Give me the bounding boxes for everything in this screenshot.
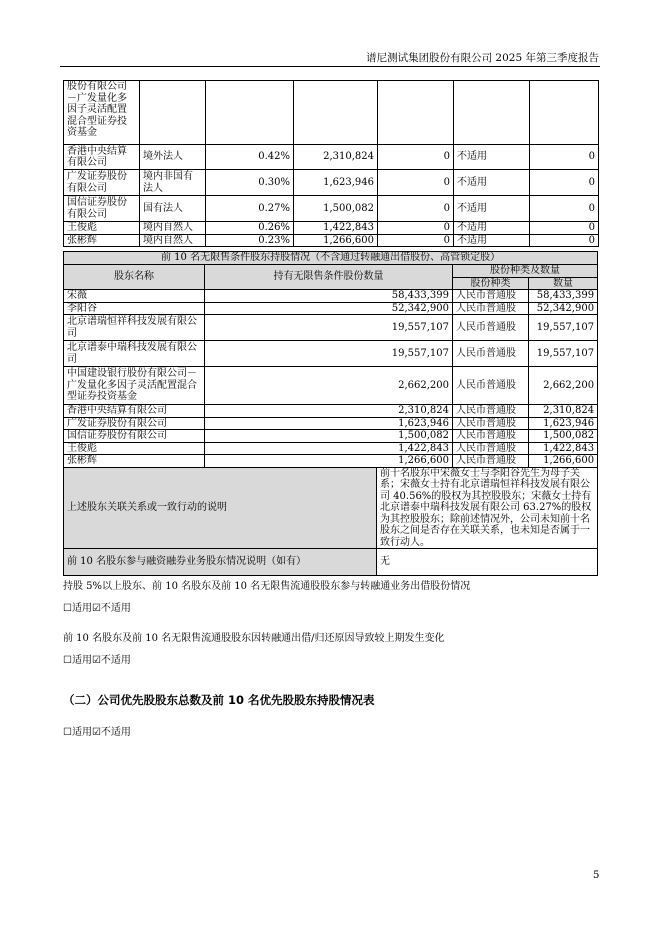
holder-shares: 1,500,082	[205, 430, 453, 443]
table-row	[64, 442, 598, 455]
table-row	[64, 405, 598, 418]
holder-shares: 2,310,824	[205, 405, 453, 418]
holder-shares: 1,422,843	[294, 222, 378, 235]
pledge-status: 不适用	[454, 222, 530, 235]
table-row	[64, 455, 598, 468]
share-type: 人民币普通股	[453, 290, 529, 303]
relation-text: 前十名股东中宋薇女士与李阳谷先生为母子关系；宋薇女士持有北京谱瑞恒祥科技发展有限公司 40.56%的股权为其控股股东；宋薇女士持有北京谱泰中瑞科技发展有限公司 63.27%的股权为其控股股东；除前述情况外，公司未知前十名股东之间是否存在关联关系，也未知是否属于一致行动人。	[377, 467, 598, 549]
share-type: 人民币普通股	[453, 341, 529, 367]
lending-paragraph: 持股 5%以上股东、前 10 名股东及前 10 名无限售流通股股东参与转融通业务出借股份情况	[63, 581, 471, 592]
holder-name: 张彬辉	[64, 455, 205, 468]
holder-name: 王俊彪	[64, 442, 205, 455]
pledge-status: 不适用	[454, 145, 530, 170]
holder-name: 香港中央结算有限公司	[64, 405, 205, 418]
share-type: 人民币普通股	[453, 442, 529, 455]
margin-label: 前 10 名股东参与融资融券业务股东情况说明（如有）	[64, 549, 377, 576]
table-row	[64, 145, 599, 170]
margin-text: 无	[377, 549, 598, 576]
holder-name: 宋薇	[64, 290, 205, 303]
pledge-qty: 0	[530, 145, 599, 170]
share-type: 人民币普通股	[453, 405, 529, 418]
change-applicability: ☐适用☑不适用	[63, 655, 131, 666]
relation-label: 上述股东关联关系或一致行动的说明	[64, 467, 377, 549]
section-title: 前 10 名无限售条件股东持股情况（不含通过转融通出借股份、高管锁定股）	[64, 252, 598, 265]
holder-name: 王俊彪	[64, 222, 140, 235]
share-type: 人民币普通股	[453, 302, 529, 315]
holder-shares: 1,623,946	[205, 417, 453, 430]
share-qty: 2,662,200	[529, 367, 598, 405]
table-row	[64, 417, 598, 430]
share-qty: 1,623,946	[529, 417, 598, 430]
table-row	[64, 430, 598, 443]
table-row	[64, 341, 598, 367]
holder-ratio: 0.42%	[206, 145, 294, 170]
pledge-status: 不适用	[454, 170, 530, 196]
holder-nature: 境内自然人	[140, 222, 206, 235]
table-row	[64, 234, 599, 247]
holder-shares: 19,557,107	[205, 341, 453, 367]
holder-name: 股份有限公司－广发量化多因子灵活配置混合型证券投资基金	[64, 81, 140, 145]
table-row	[64, 302, 598, 315]
holder-shares: 2,310,824	[294, 145, 378, 170]
table-row	[64, 196, 599, 222]
page-number: 5	[593, 870, 600, 881]
holder-ratio: 0.23%	[206, 234, 294, 247]
holder-restricted: 0	[378, 222, 454, 235]
share-qty: 52,342,900	[529, 302, 598, 315]
holder-ratio: 0.27%	[206, 196, 294, 222]
share-qty: 19,557,107	[529, 341, 598, 367]
share-qty: 2,310,824	[529, 405, 598, 418]
table-row	[64, 315, 598, 341]
share-type: 人民币普通股	[453, 417, 529, 430]
share-qty: 19,557,107	[529, 315, 598, 341]
top10-shareholders-table	[63, 80, 599, 247]
share-type: 人民币普通股	[453, 367, 529, 405]
holder-nature: 国有法人	[140, 196, 206, 222]
pledge-qty: 0	[530, 196, 599, 222]
holder-name: 北京谱泰中瑞科技发展有限公司	[64, 341, 205, 367]
holder-name: 国信证券股份有限公司	[64, 430, 205, 443]
pledge-status: 不适用	[454, 196, 530, 222]
holder-name: 广发证券股份有限公司	[64, 417, 205, 430]
holder-shares: 2,662,200	[205, 367, 453, 405]
holder-shares: 1,266,600	[205, 455, 453, 468]
holder-shares: 58,433,399	[205, 290, 453, 303]
col-header-name: 股东名称	[64, 265, 205, 290]
holder-shares: 19,557,107	[205, 315, 453, 341]
table-row	[64, 81, 599, 145]
holder-restricted: 0	[378, 234, 454, 247]
holder-restricted: 0	[378, 145, 454, 170]
header-rule	[60, 66, 600, 67]
holder-name: 李阳谷	[64, 302, 205, 315]
share-type: 人民币普通股	[453, 315, 529, 341]
holder-nature: 境内非国有法人	[140, 170, 206, 196]
col-header-type: 股份种类	[453, 277, 529, 290]
holder-name: 北京谱瑞恒祥科技发展有限公司	[64, 315, 205, 341]
holder-shares: 52,342,900	[205, 302, 453, 315]
holder-nature: 境外法人	[140, 145, 206, 170]
holder-name: 国信证券股份有限公司	[64, 196, 140, 222]
report-header: 谱尼测试集团股份有限公司 2025 年第三季度报告	[366, 52, 599, 64]
change-paragraph: 前 10 名股东及前 10 名无限售流通股股东因转融通出借/归还原因导致较上期发生变化	[63, 633, 445, 644]
holder-shares: 1,266,600	[294, 234, 378, 247]
holder-ratio: 0.26%	[206, 222, 294, 235]
section-heading: （二）公司优先股股东总数及前 10 名优先股股东持股情况表	[63, 693, 375, 707]
pledge-status: 不适用	[454, 234, 530, 247]
lending-applicability: ☐适用☑不适用	[63, 603, 131, 614]
share-qty: 1,500,082	[529, 430, 598, 443]
holder-name: 广发证券股份有限公司	[64, 170, 140, 196]
holder-ratio: 0.30%	[206, 170, 294, 196]
pledge-qty: 0	[530, 234, 599, 247]
share-qty: 1,266,600	[529, 455, 598, 468]
holder-name: 中国建设银行股份有限公司－广发量化多因子灵活配置混合型证券投资基金	[64, 367, 205, 405]
share-qty: 58,433,399	[529, 290, 598, 303]
preferred-applicability: ☐适用☑不适用	[63, 727, 131, 738]
holder-name: 张彬辉	[64, 234, 140, 247]
holder-shares: 1,623,946	[294, 170, 378, 196]
table-row	[64, 290, 598, 303]
table-row	[64, 170, 599, 196]
holder-nature: 境内自然人	[140, 234, 206, 247]
share-type: 人民币普通股	[453, 455, 529, 468]
share-qty: 1,422,843	[529, 442, 598, 455]
table-row	[64, 367, 598, 405]
holder-restricted: 0	[378, 196, 454, 222]
col-header-qty: 数量	[529, 277, 598, 290]
holder-shares: 1,422,843	[205, 442, 453, 455]
holder-name: 香港中央结算有限公司	[64, 145, 140, 170]
holder-shares: 1,500,082	[294, 196, 378, 222]
pledge-qty: 0	[530, 170, 599, 196]
share-type: 人民币普通股	[453, 430, 529, 443]
col-header-shares: 持有无限售条件股份数量	[205, 265, 453, 290]
unrestricted-shareholders-table	[63, 251, 598, 576]
col-header-type-group: 股份种类及数量	[453, 265, 598, 278]
pledge-qty: 0	[530, 222, 599, 235]
holder-restricted: 0	[378, 170, 454, 196]
table-row	[64, 222, 599, 235]
